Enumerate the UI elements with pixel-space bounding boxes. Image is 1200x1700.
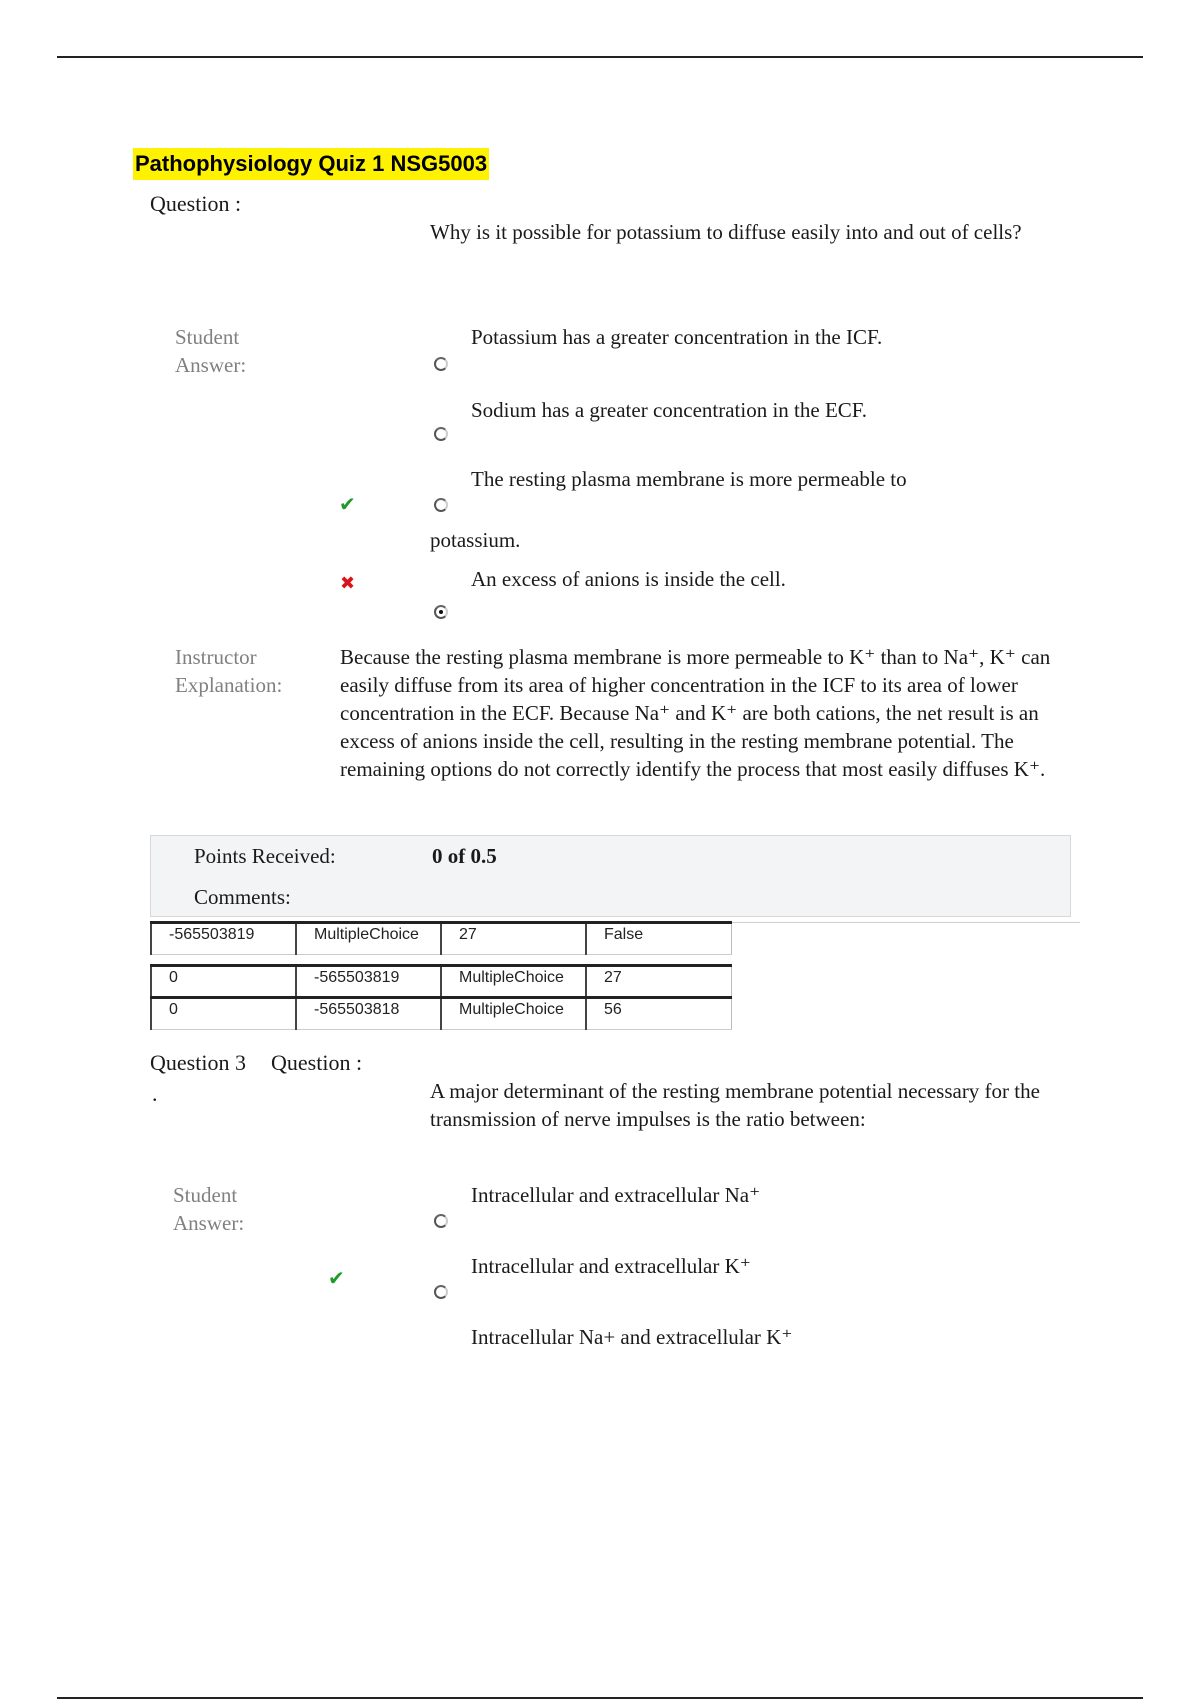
student-answer-label: Student Answer: — [175, 325, 247, 377]
q3-option-3-text: Intracellular Na+ and extracellular K⁺ — [471, 1325, 793, 1349]
table-cell: False — [586, 923, 731, 955]
question-3-text: A major determinant of the resting membrane potential necessary for the transmission of nerve impulses is the ratio between: — [430, 1079, 1040, 1131]
answer-option-1-radio[interactable] — [434, 357, 448, 371]
q3-option-1-text: Intracellular and extracellular Na⁺ — [471, 1183, 761, 1207]
comments-label: Comments: — [194, 885, 291, 909]
answer-option-4-radio-selected[interactable] — [434, 605, 448, 619]
table-cell: MultipleChoice — [296, 923, 441, 955]
table-cell: MultipleChoice — [441, 998, 586, 1030]
student-answer-label-q3: Student Answer: — [173, 1183, 245, 1235]
q3-correct-check-icon: ✔ — [328, 1266, 345, 1290]
table-cell: -565503819 — [151, 923, 296, 955]
answer-option-3-continuation: potassium. — [430, 528, 521, 552]
question-3-label: Question : — [271, 1050, 363, 1075]
instructor-explanation-text: Because the resting plasma membrane is more permeable to K⁺ than to Na⁺, K⁺ can easily diffuse from its area of higher concentration in the ICF to its area of lower concentration in the ECF. Because Na⁺ and K⁺ are both cations, the net result is an excess of anions inside the cell, resulting in the resting membrane potential. The remaining options do not correctly identify the process that most easily diffuses K⁺. — [340, 645, 1051, 781]
q3-option-2-text: Intracellular and extracellular K⁺ — [471, 1254, 751, 1278]
table-cell: 0 — [151, 966, 296, 998]
q3-option-2-radio[interactable] — [434, 1285, 448, 1299]
answer-option-2-radio[interactable] — [434, 427, 448, 441]
metadata-grid-2 — [150, 964, 732, 1030]
instructor-explanation-label: Instructor Explanation: — [175, 645, 283, 697]
table-cell: -565503819 — [296, 966, 441, 998]
question-3-number: Question 3 — [150, 1050, 246, 1075]
points-received-value: 0 of 0.5 — [432, 844, 497, 868]
table-cell: 56 — [586, 998, 731, 1030]
correct-check-icon: ✔ — [339, 492, 356, 516]
question-text: Why is it possible for potassium to diffuse easily into and out of cells? — [430, 220, 1022, 244]
table-row — [151, 998, 731, 1030]
bottom-rule — [57, 1697, 1143, 1699]
question-label: Question : — [150, 191, 242, 216]
points-received-label: Points Received: — [194, 844, 336, 868]
answer-option-1-text: Potassium has a greater concentration in the ICF. — [471, 325, 883, 349]
table-cell: -565503818 — [296, 998, 441, 1030]
table-cell: MultipleChoice — [441, 966, 586, 998]
table-row — [151, 966, 731, 998]
incorrect-cross-icon: ✖ — [340, 573, 356, 594]
top-rule — [57, 56, 1143, 58]
table-cell: 0 — [151, 998, 296, 1030]
metadata-grid-1 — [150, 921, 732, 955]
table-row — [151, 923, 731, 955]
page-title: Pathophysiology Quiz 1 NSG5003 — [133, 148, 489, 180]
table-cell: 27 — [441, 923, 586, 955]
answer-option-2-text: Sodium has a greater concentration in the ECF. — [471, 398, 868, 422]
question-3-dot: . — [152, 1081, 158, 1106]
q3-option-1-radio[interactable] — [434, 1214, 448, 1228]
answer-option-3-text: The resting plasma membrane is more permeable to — [471, 467, 907, 491]
answer-option-4-text: An excess of anions is inside the cell. — [471, 567, 786, 591]
answer-option-3-radio[interactable] — [434, 498, 448, 512]
table-cell: 27 — [586, 966, 731, 998]
